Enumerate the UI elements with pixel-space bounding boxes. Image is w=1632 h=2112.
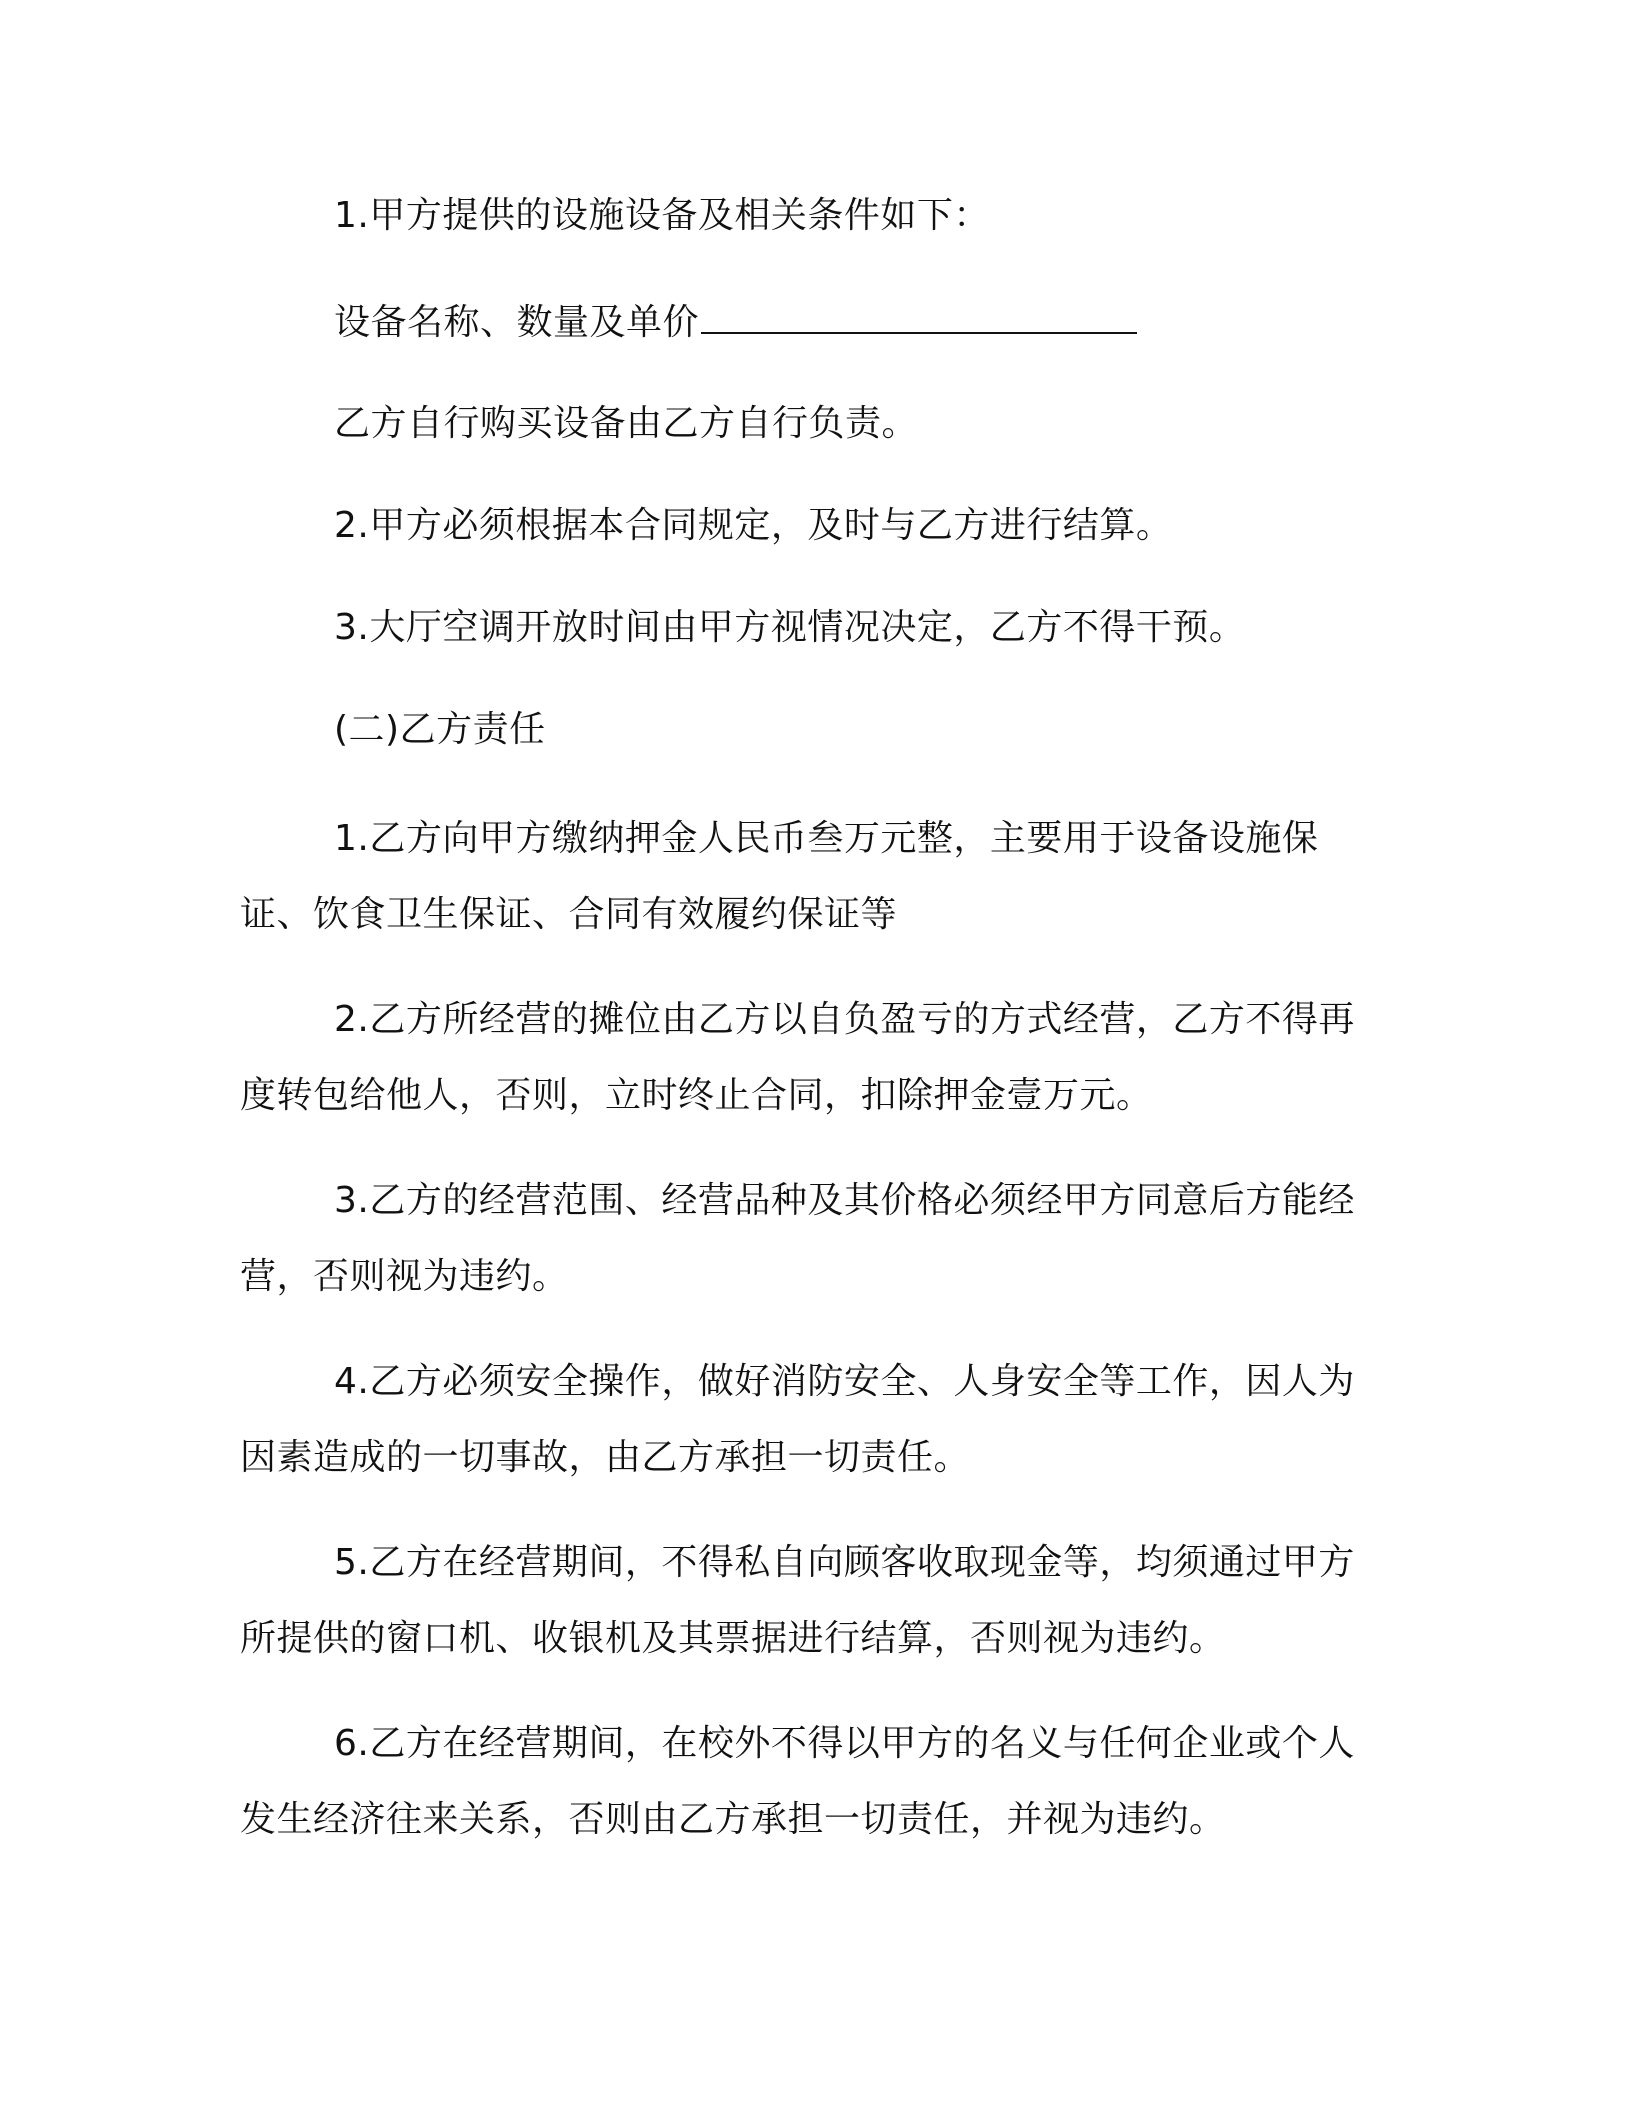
paragraph-7: 1.乙方向甲方缴纳押金人民币叁万元整，主要用于设备设施保证、饮食卫生保证、合同有效履约保证等 <box>240 818 1319 935</box>
section-heading: (二)乙方责任 <box>334 709 546 750</box>
paragraph-8: 2.乙方所经营的摊位由乙方以自负盈亏的方式经营，乙方不得再度转包给他人，否则，立时终止合同，扣除押金壹万元。 <box>240 999 1355 1116</box>
paragraph-11: 5.乙方在经营期间，不得私自向顾客收取现金等，均须通过甲方所提供的窗口机、收银机及其票据进行结算，否则视为违约。 <box>240 1542 1355 1659</box>
paragraph-1: 1.甲方提供的设施设备及相关条件如下： <box>334 195 990 236</box>
equipment-label: 设备名称、数量及单价 <box>334 302 700 343</box>
paragraph-10: 4.乙方必须安全操作，做好消防安全、人身安全等工作，因人为因素造成的一切事故，由乙方承担一切责任。 <box>240 1361 1355 1478</box>
paragraph-2 <box>334 285 1474 361</box>
paragraph-4: 2.甲方必须根据本合同规定，及时与乙方进行结算。 <box>334 505 1173 546</box>
paragraph-12: 6.乙方在经营期间，在校外不得以甲方的名义与任何企业或个人发生经济往来关系，否则由乙方承担一切责任，并视为违约。 <box>240 1723 1355 1840</box>
paragraph-5: 3.大厅空调开放时间由甲方视情况决定，乙方不得干预。 <box>334 607 1246 648</box>
paragraph-3: 乙方自行购买设备由乙方自行负责。 <box>334 403 919 444</box>
fill-in-blank-line <box>701 328 1137 334</box>
paragraph-9: 3.乙方的经营范围、经营品种及其价格必须经甲方同意后方能经营，否则视为违约。 <box>240 1180 1355 1297</box>
